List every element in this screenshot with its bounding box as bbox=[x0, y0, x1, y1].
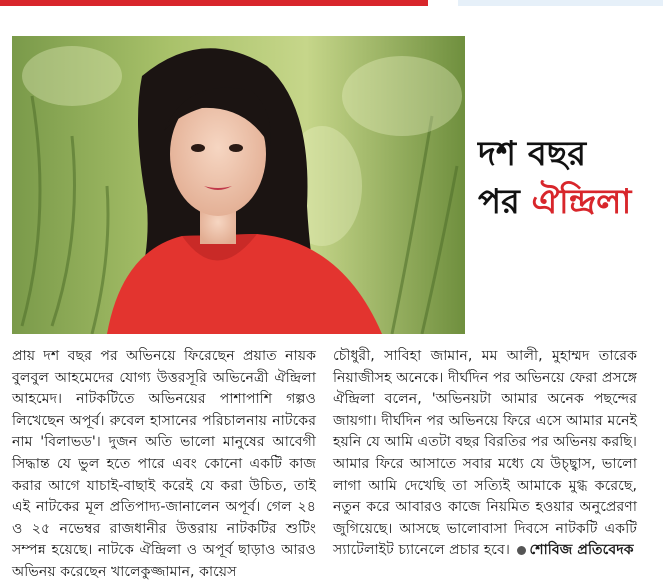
article-photo bbox=[12, 36, 465, 334]
top-accent-bar bbox=[0, 0, 428, 6]
headline-line-1: দশ বছর bbox=[478, 134, 587, 174]
headline-prefix: পর bbox=[478, 182, 532, 222]
byline-bullet-icon bbox=[517, 546, 526, 555]
article-column-right bbox=[333, 346, 637, 562]
top-secondary-bar bbox=[458, 0, 663, 6]
article-column-left: প্রায় দশ বছর পর অভিনয়ে ফিরেছেন প্রয়াত নায়ক বুলবুল আহমেদের যোগ্য উত্তরসূরি অভিনেত্রী ঐন্দ্রিলা আহমেদ। নাটকটিতে অভিনয়ের পাশাপাশি গল্পও লিখেছেন অপূর্ব। রুবেল হাসানের পরিচালনায় নাটকের নাম 'বিলাভড'। দুজন অতি ভালো মানুষের আবেগী সিদ্ধান্ত যে ভুল হতে পারে এবং কোনো একটি কাজ করার আগে যাচাই-বাছাই করেই যে করা উচিত, তাই এই নাটকের মূল প্রতিপাদ্য-জানালেন অপূর্ব। গেল ২৪ ও ২৫ নভেম্বর রাজধানীর উত্তরায় নাটকটির শুটিং সম্পন্ন হয়েছে। নাটকে ঐন্দ্রিলা ও অপূর্ব ছাড়াও আরও অভিনয় করেছেন খালেকুজ্জামান, কায়েস bbox=[12, 348, 316, 580]
headline-name: ঐন্দ্রিলা bbox=[531, 182, 632, 222]
headline bbox=[478, 130, 658, 226]
byline: শোবিজ প্রতিবেদক bbox=[529, 542, 634, 559]
article-column-right-text: চৌধুরী, সাবিহা জামান, মম আলী, মুহাম্মদ তারেক নিয়াজীসহ অনেকে। দীর্ঘদিন পর অভিনয়ে ফেরা প্রসঙ্গে ঐন্দ্রিলা বলেন, 'অভিনয়টা আমার অনেক পছন্দের জায়গা। দীর্ঘদিন পর অভিনয়ে ফিরে এসে আমার মনেই হয়নি যে আমি এতটা বছর বিরতির পর অভিনয় করছি। আমার ফিরে আসাতে সবার মধ্যে যে উচ্ছ্বাস, ভালো লাগা আমি দেখেছি তা সত্যিই আমাকে মুগ্ধ করেছে, নতুন করে আবারও কাজে নিয়মিত হওয়ার অনুপ্রেরণা জুগিয়েছে। আসছে ভালোবাসা দিবসে নাটকটি একটি স্যাটেলাইট চ্যানেলে প্রচার হবে। bbox=[333, 348, 637, 559]
headline-line-2 bbox=[478, 178, 658, 226]
